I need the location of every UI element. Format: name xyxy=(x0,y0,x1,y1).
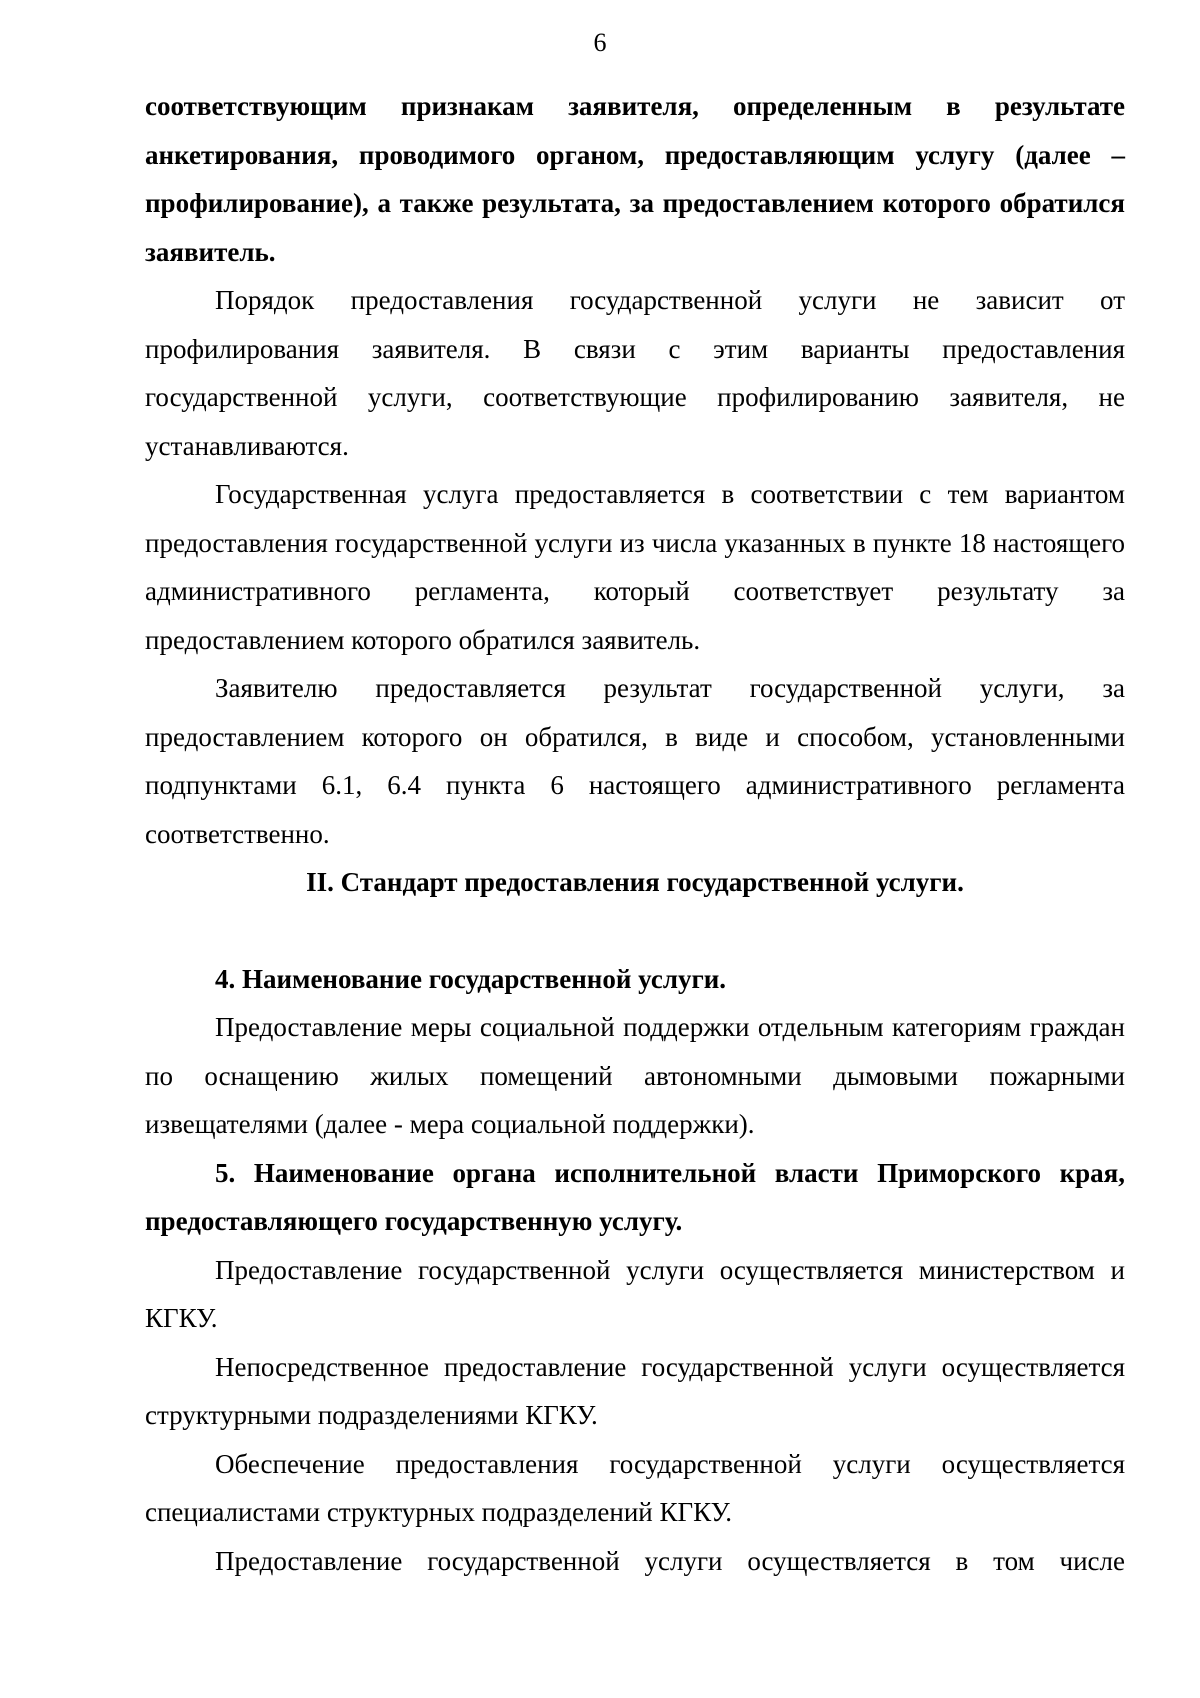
paragraph-service-name: Предоставление меры социальной поддержки отдельным категориям граждан по оснащению жилых помещений автономными дымовыми пожарными извещателями (далее - мера социальной поддержки). xyxy=(145,1012,1125,1139)
document-body xyxy=(145,82,1125,1585)
heading-service-name: 4. Наименование государственной услуги. xyxy=(215,963,727,994)
page-number: 6 xyxy=(593,28,607,57)
paragraph-trailing: Предоставление государственной услуги осуществляется в том числе xyxy=(215,1545,1125,1576)
continued-paragraph: соответствующим признакам заявителя, определенным в результате анкетирования, проводимого органом, предоставляющим услугу (далее – профилирование), а также результата, за предоставлением которого обратился заявитель. xyxy=(145,91,1125,267)
paragraph-profiling: Порядок предоставления государственной услуги не зависит от профилирования заявителя. В связи с этим варианты предоставления государственной услуги, соответствующие профилированию заявителя, не устанавливаются. xyxy=(145,285,1125,461)
paragraph-direct-provision: Непосредственное предоставление государственной услуги осуществляется структурными подразделениями КГКУ. xyxy=(145,1351,1125,1430)
heading-authority-name: 5. Наименование органа исполнительной власти Приморского края, предоставляющего государственную услугу. xyxy=(145,1157,1125,1236)
paragraph-ministry: Предоставление государственной услуги осуществляется министерством и КГКУ. xyxy=(145,1254,1125,1333)
paragraph-variant: Государственная услуга предоставляется в соответствии с тем вариантом предоставления государственной услуги из числа указанных в пункте 18 настоящего административного регламента, который соответствует результату за предоставлением которого обратился заявитель. xyxy=(145,479,1125,655)
paragraph-result: Заявителю предоставляется результат государственной услуги, за предоставлением которого он обратился, в виде и способом, установленными подпунктами 6.1, 6.4 пункта 6 настоящего административного регламента соответственно. xyxy=(145,673,1125,849)
paragraph-specialists: Обеспечение предоставления государственной услуги осуществляется специалистами структурных подразделений КГКУ. xyxy=(145,1448,1125,1527)
section-title: II. Стандарт предоставления государственной услуги. xyxy=(306,867,964,897)
